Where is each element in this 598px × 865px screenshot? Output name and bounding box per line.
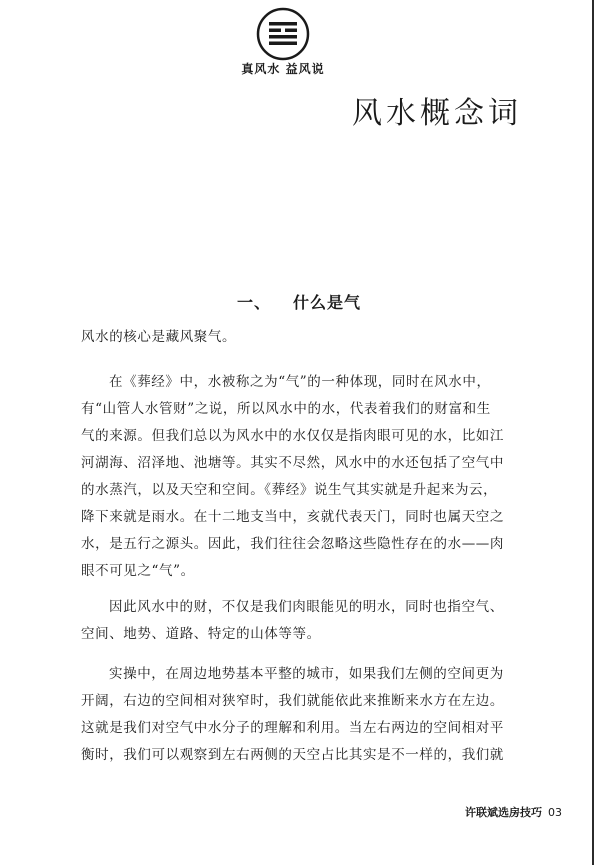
paragraph-line: 河湖海、沼泽地、池塘等。其实不尽然，风水中的水还包括了空气中 bbox=[81, 455, 504, 471]
paragraph-3 bbox=[81, 594, 525, 648]
paragraph-line: 开阔，右边的空间相对狭窄时，我们就能依此来推断来水方在左边。 bbox=[81, 693, 504, 709]
paragraph-line: 衡时，我们可以观察到左右两侧的天空占比其实是不一样的，我们就 bbox=[81, 747, 504, 763]
paragraph-line: 在《葬经》中，水被称之为“气”的一种体现，同时在风水中， bbox=[109, 374, 491, 390]
paragraph-line: 降下来就是雨水。在十二地支当中，亥就代表天门，同时也属天空之 bbox=[81, 509, 504, 525]
logo-caption: 真风水 益风说 bbox=[241, 62, 325, 76]
paragraph-2 bbox=[81, 369, 525, 585]
paragraph-line: 的水蒸汽，以及天空和空间。《葬经》说生气其实就是升起来为云， bbox=[81, 482, 498, 498]
paragraph-4 bbox=[81, 661, 525, 769]
section-heading bbox=[0, 290, 598, 313]
footer-book-title: 许联斌选房技巧 bbox=[465, 806, 542, 819]
paragraph-line: 眼不可见之“气”。 bbox=[81, 563, 195, 579]
paragraph-line: 有“山管人水管财”之说，所以风水中的水，代表着我们的财富和生 bbox=[81, 401, 491, 417]
paragraph-line: 因此风水中的财，不仅是我们肉眼能见的明水，同时也指空气、 bbox=[109, 599, 504, 615]
paragraph-line: 这就是我们对空气中水分子的理解和利用。当左右两边的空间相对平 bbox=[81, 720, 504, 736]
paragraph-line: 气的来源。但我们总以为风水中的水仅仅是指肉眼可见的水，比如江 bbox=[81, 428, 504, 444]
chapter-title: 风水概念词 bbox=[352, 96, 522, 131]
paragraph-1 bbox=[81, 324, 525, 351]
section-number: 一、 bbox=[236, 293, 271, 312]
paragraph-line: 空间、地势、道路、特定的山体等等。 bbox=[81, 626, 321, 642]
page-number: 03 bbox=[548, 806, 562, 819]
paragraph-line: 实操中，在周边地势基本平整的城市，如果我们左侧的空间更为 bbox=[109, 666, 504, 682]
paragraph-line: 风水的核心是藏风聚气。 bbox=[81, 329, 237, 345]
page-edge-rule bbox=[592, 0, 594, 865]
paragraph-line: 水，是五行之源头。因此，我们往往会忽略这些隐性存在的水——肉 bbox=[81, 536, 504, 552]
page-footer bbox=[465, 804, 562, 820]
trigram-logo-icon bbox=[255, 6, 311, 62]
section-title: 什么是气 bbox=[293, 293, 362, 312]
